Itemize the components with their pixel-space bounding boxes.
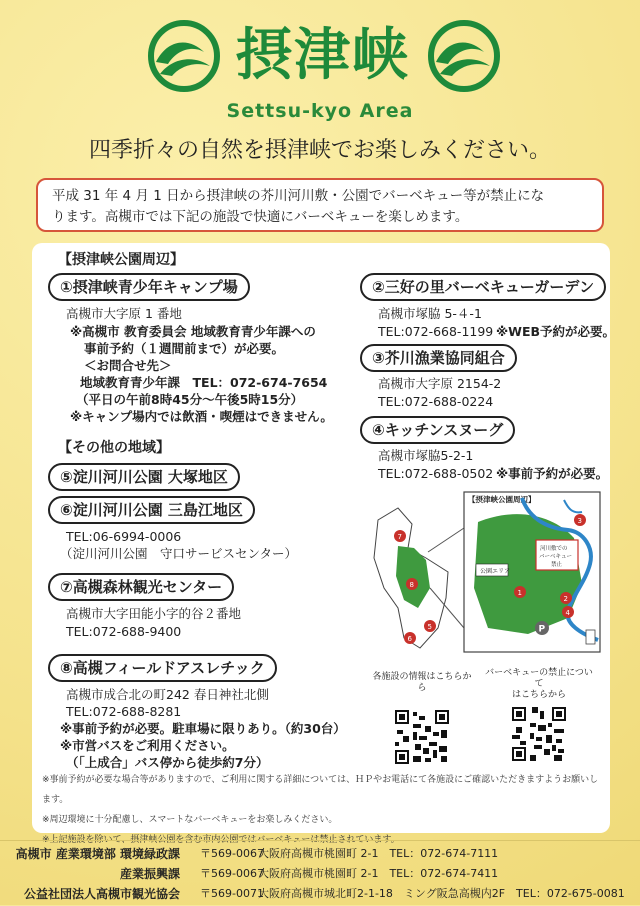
qr-bbq-caption-2: はこちらから bbox=[511, 690, 566, 700]
footnote-2: ※周辺環境に十分配慮し、スマートなバーベキューをお楽しみください。 bbox=[42, 815, 338, 825]
footer-row bbox=[0, 845, 640, 865]
footnote-3: ※上記施設を除いて、摂津峡公園を含む市内公園ではバーベキューは禁止されています。 bbox=[42, 835, 400, 845]
footer-address: 大阪府高槻市桃園町 2-1 TEL：072-674-7411 bbox=[258, 867, 499, 880]
facility-7-address: 高槻市大字田能小字的谷２番地 bbox=[66, 606, 242, 621]
map-park-label: 公園エリア bbox=[480, 568, 511, 575]
qr-facilities-caption: 各施設の情報はこちらから bbox=[372, 672, 472, 693]
facility-6-name: ⑥淀川河川公園 三島江地区 bbox=[48, 496, 255, 524]
leaf-wave-logo-icon bbox=[418, 18, 510, 94]
facility-1-address: 高槻市大字原 1 番地 bbox=[66, 306, 182, 321]
facility-7-tel: TEL:072-688-9400 bbox=[66, 624, 182, 639]
facility-8-tel: TEL:072-688-8281 bbox=[66, 704, 182, 719]
svg-text:P: P bbox=[538, 624, 546, 635]
facility-2-tel: TEL:072-668-1199 bbox=[378, 324, 494, 339]
intro-notice bbox=[36, 178, 604, 232]
facility-6-tel: TEL:06-6994-0006 bbox=[66, 529, 182, 544]
footer-zip: 〒569-0067 bbox=[200, 867, 264, 880]
footer-zip: 〒569-0071 bbox=[200, 887, 264, 900]
facility-1-note-3: ※キャンプ場内では飲酒・喫煙はできません。 bbox=[70, 409, 333, 424]
svg-text:バーベキュー: バーベキュー bbox=[539, 554, 573, 560]
facility-5-name: ⑤淀川河川公園 大塚地区 bbox=[48, 463, 240, 491]
svg-text:3: 3 bbox=[577, 517, 582, 525]
map-inset-title: 【摂津峡公園周辺】 bbox=[468, 495, 536, 504]
facility-3-name: ③芥川漁業協同組合 bbox=[360, 344, 517, 372]
svg-text:1: 1 bbox=[517, 589, 522, 597]
svg-text:河川敷での: 河川敷での bbox=[540, 546, 568, 552]
footer-row bbox=[0, 865, 640, 885]
leaf-wave-logo-icon bbox=[138, 18, 230, 94]
footer-org: 産業振興課 bbox=[119, 867, 180, 881]
intro-line-1: 平成 31 年 4 月 1 日から摂津峡の芥川河川敷・公園でバーベキュー等が禁止にな bbox=[52, 188, 545, 204]
footer-row bbox=[0, 885, 640, 905]
qr-code-icon bbox=[393, 708, 451, 766]
facility-8-note-3: （「上成合」バス停から徒歩約7分） bbox=[66, 755, 269, 770]
qr-bbq-ban[interactable] bbox=[484, 668, 594, 767]
section-title-other-area: 【その他の地域】 bbox=[58, 440, 170, 456]
tagline: 四季折々の自然を摂津峡でお楽しみください。 bbox=[88, 138, 551, 163]
facility-4-tel: TEL:072-688-0502 bbox=[378, 466, 494, 481]
footnotes bbox=[42, 770, 602, 850]
footnote-1: ※事前予約が必要な場合等がありますので、ご利用に関する詳細については、ＨＰやお電話にて各施設にご確認いただきますようお願いします。 bbox=[42, 775, 599, 805]
facility-2-note: ※WEB予約が必要。 bbox=[496, 324, 616, 339]
facility-3-tel: TEL:072-688-0224 bbox=[378, 394, 494, 409]
facility-2-name: ②三好の里バーベキューガーデン bbox=[360, 273, 606, 301]
svg-text:2: 2 bbox=[563, 595, 568, 603]
logo-header bbox=[0, 18, 640, 98]
svg-text:禁止: 禁止 bbox=[551, 562, 563, 568]
facility-7-name: ⑦高槻森林観光センター bbox=[48, 573, 234, 601]
facility-6-office: （淀川河川公園 守口サービスセンター） bbox=[60, 546, 298, 561]
facility-4-address: 高槻市塚脇5-2-1 bbox=[378, 448, 474, 463]
footer-zip: 〒569-0067 bbox=[200, 847, 264, 860]
facility-8-note-1: ※事前予約が必要。駐車場に限りあり。（約30台） bbox=[60, 721, 346, 736]
facility-1-name: ①摂津峡青少年キャンプ場 bbox=[48, 273, 250, 301]
facility-1-contact-label: ＜お問合せ先＞ bbox=[84, 358, 172, 373]
svg-text:6: 6 bbox=[407, 635, 412, 643]
qr-bbq-caption-1: バーベキューの禁止について bbox=[485, 668, 593, 689]
facility-1-contact: 地域教育青少年課 TEL：072-674-7654 bbox=[80, 375, 328, 390]
qr-code-icon bbox=[510, 705, 568, 763]
footer-address: 大阪府高槻市桃園町 2-1 TEL：072-674-7111 bbox=[258, 847, 499, 860]
facility-1-hours: （平日の午前8時45分～午後5時15分） bbox=[76, 392, 304, 407]
footer-org: 高槻市 産業環境部 環境緑政課 bbox=[15, 847, 180, 861]
footer-org: 公益社団法人高槻市観光協会 bbox=[23, 887, 180, 901]
svg-text:7: 7 bbox=[397, 533, 402, 541]
intro-line-2: ります。高槻市では下記の施設で快適にバーベキューを楽しめます。 bbox=[52, 209, 469, 225]
facility-2-address: 高槻市塚脇 5‐４‐1 bbox=[378, 306, 482, 321]
site-title: 摂津峡 bbox=[236, 23, 410, 88]
contact-footer bbox=[0, 840, 640, 906]
area-map bbox=[368, 488, 604, 656]
section-title-park-area: 【摂津峡公園周辺】 bbox=[58, 252, 184, 268]
svg-text:4: 4 bbox=[565, 609, 570, 617]
toilet-icon bbox=[586, 630, 595, 644]
facility-4-name: ④キッチンスヌーグ bbox=[360, 416, 515, 444]
svg-text:8: 8 bbox=[409, 581, 414, 589]
facility-3-address: 高槻市大字原 2154-2 bbox=[378, 376, 502, 391]
svg-text:5: 5 bbox=[427, 623, 432, 631]
facility-8-name: ⑧高槻フィールドアスレチック bbox=[48, 654, 277, 682]
facility-1-note-2: 事前予約（１週間前まで）が必要。 bbox=[84, 341, 285, 356]
facility-1-note-1: ※高槻市 教育委員会 地域教育青少年課への bbox=[70, 324, 316, 339]
facility-4-note: ※事前予約が必要。 bbox=[496, 466, 609, 481]
facility-8-note-2: ※市営バスをご利用ください。 bbox=[60, 738, 235, 753]
footer-address: 大阪府高槻市城北町2-1-18 ミング阪急高槻内2F TEL：072-675-0081 bbox=[258, 887, 625, 900]
site-subtitle: Settsu-kyo Area bbox=[226, 100, 414, 122]
qr-facilities[interactable] bbox=[372, 672, 472, 770]
facility-8-address: 高槻市成合北の町242 春日神社北側 bbox=[66, 687, 269, 702]
